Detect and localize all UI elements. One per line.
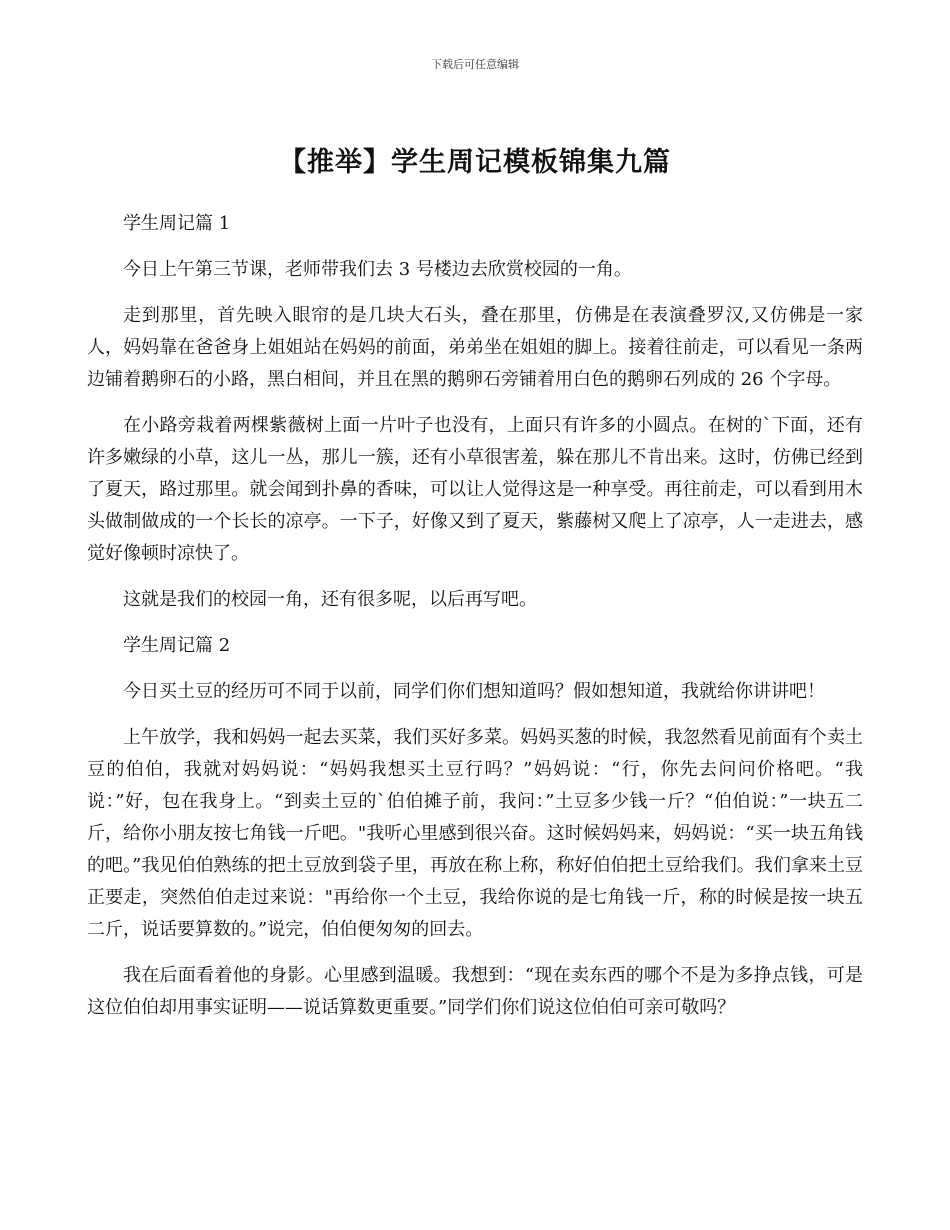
document-title: 【推举】学生周记模板锦集九篇	[279, 147, 671, 178]
section-heading-1: 学生周记篇 1	[123, 213, 231, 234]
paragraph: 今日买土豆的经历可不同于以前，同学们你们想知道吗？假如想知道，我就给你讲讲吧！	[123, 681, 825, 702]
paragraph: 这就是我们的校园一角，还有很多呢，以后再写吧。	[123, 589, 537, 610]
paragraph: 今日上午第三节课，老师带我们去 3 号楼边去欣赏校园的一角。	[123, 259, 632, 280]
paragraph: 我在后面看着他的身影。心里感到温暖。我想到：“现在卖东西的哪个不是为多挣点钱，可是这位伯伯却用事实证明——说话算数更重要。”同学们你们说这位伯伯可亲可敬吗？	[87, 965, 863, 1018]
paragraph: 走到那里，首先映入眼帘的是几块大石头，叠在那里，仿佛是在表演叠罗汉,又仿佛是一家人，妈妈靠在爸爸身上姐姐站在妈妈的前面，弟弟坐在姐姐的脚上。接着往前走，可以看见一条两边铺着鹅卵石的小路，黑白相间，并且在黑的鹅卵石旁铺着用白色的鹅卵石列成的 26 个字母。	[87, 305, 863, 390]
paragraph: 在小路旁栽着两棵紫薇树上面一片叶子也没有，上面只有许多的小圆点。在树的`下面，还有许多嫩绿的小草，这儿一丛，那儿一簇，还有小草很害羞，躲在那儿不肯出来。这时，仿佛已经到了夏天，路过那里。就会闻到扑鼻的香味，可以让人觉得这是一种享受。再往前走，可以看到用木头做制做成的一个长长的凉亭。一下子，好像又到了夏天，紫藤树又爬上了凉亭，人一走进去，感觉好像顿时凉快了。	[87, 415, 863, 564]
document-body	[87, 208, 863, 1038]
header-note: 下载后可任意编辑	[431, 58, 519, 71]
section-heading-2: 学生周记篇 2	[123, 635, 231, 656]
paragraph: 上午放学，我和妈妈一起去买菜，我们买好多菜。妈妈买葱的时候，我忽然看见前面有个卖土豆的伯伯，我就对妈妈说：“妈妈我想买土豆行吗？”妈妈说：“行，你先去问问价格吧。“我说：”好，包在我身上。“到卖土豆的`伯伯摊子前，我问：”土豆多少钱一斤？“伯伯说：”一块五二斤，给你小朋友按七角钱一斤吧。"我听心里感到很兴奋。这时候妈妈来，妈妈说：“买一块五角钱的吧。”我见伯伯熟练的把土豆放到袋子里，再放在称上称，称好伯伯把土豆给我们。我们拿来土豆正要走，突然伯伯走过来说："再给你一个土豆，我给你说的是七角钱一斤，称的时候是按一块五二斤，说话要算数的。”说完，伯伯便匆匆的回去。	[87, 727, 863, 940]
